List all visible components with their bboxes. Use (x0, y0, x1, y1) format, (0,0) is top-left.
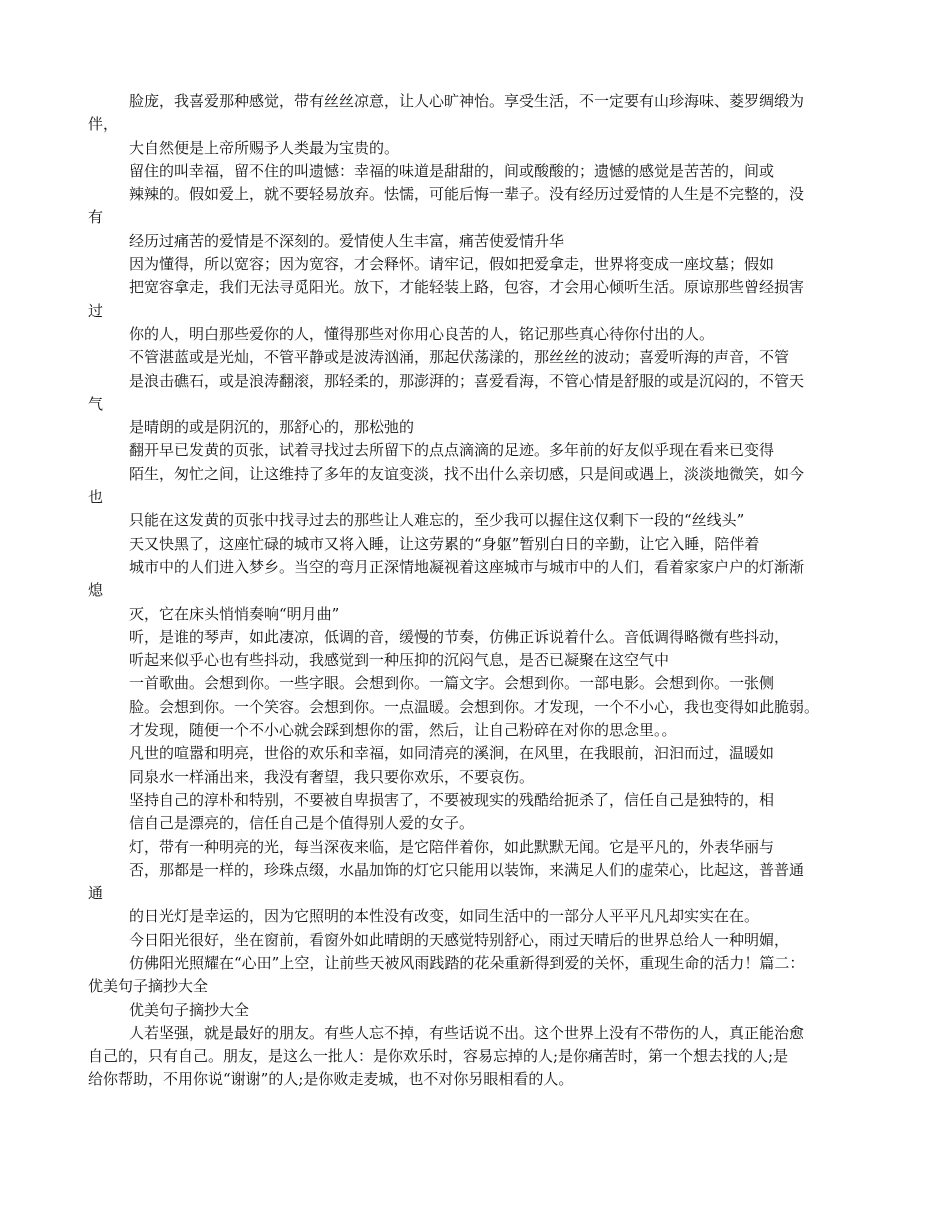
text-line: 同泉水一样涌出来，我没有奢望，我只要你欢乐，不要哀伤。 (129, 767, 535, 786)
text-line: 留住的叫幸福，留不住的叫遗憾：幸福的味道是甜甜的，间或酸酸的；遗憾的感觉是苦苦的，间或 (129, 161, 775, 180)
text-line: 经历过痛苦的爱情是不深刻的。爱情使人生丰富，痛苦使爱情升华 (129, 231, 565, 250)
text-line: 优美句子摘抄大全 (129, 1000, 250, 1019)
text-line: 伴， (88, 115, 119, 134)
text-line: 翻开早已发黄的页张，试着寻找过去所留下的点点滴滴的足迹。多年前的好友似乎现在看来已变得 (129, 441, 775, 460)
text-line: 才发现，随便一个不小心就会踩到想你的雷，然后，让自己粉碎在对你的思念里。。 (129, 721, 677, 740)
text-line: 一首歌曲。会想到你。一些字眼。会想到你。一篇文字。会想到你。一部电影。会想到你。一张侧 (129, 674, 775, 693)
text-line: 大自然便是上帝所赐予人类最为宝贵的。 (129, 138, 400, 157)
text-line: 不管湛蓝或是光灿，不管平静或是波涛汹涌，那起伏荡漾的，那丝丝的波动；喜爱听海的声音，不管 (129, 348, 790, 367)
text-line: 仿佛阳光照耀在“心田”上空，让前些天被风雨践踏的花朵重新得到爱的关怀，重现生命的活力！篇二： (129, 953, 805, 972)
text-line: 也 (88, 488, 104, 507)
text-line: 天又快黑了，这座忙碌的城市又将入睡，让这劳累的“身躯”暂别白日的辛勤，让它入睡，陪伴着 (129, 534, 760, 553)
text-line: 只能在这发黄的页张中找寻过去的那些让人难忘的，至少我可以握住这仅剩下一段的“丝线头” (129, 511, 745, 530)
text-line: 熄 (88, 581, 104, 600)
text-line: 有 (88, 208, 104, 227)
text-line: 听起来似乎心也有些抖动，我感觉到一种压抑的沉闷气息，是否已凝聚在这空气中 (129, 651, 670, 670)
text-line: 灯，带有一种明亮的光，每当深夜来临，是它陪伴着你，如此默默无闻。它是平凡的，外表华丽与 (129, 837, 775, 856)
text-line: 坚持自己的淳朴和特别，不要被自卑损害了，不要被现实的残酷给扼杀了，信任自己是独特的，相 (129, 790, 775, 809)
text-line: 给你帮助，不用你说“谢谢”的人;是你败走麦城，也不对你另眼相看的人。 (88, 1070, 574, 1089)
text-line: 脸。会想到你。一个笑容。会想到你。一点温暖。会想到你。才发现，一个不小心，我也变得如此脆弱。 (129, 697, 820, 716)
text-line: 通 (88, 884, 104, 903)
text-line: 辣辣的。假如爱上，就不要轻易放弃。怯懦，可能后悔一辈子。没有经历过爱情的人生是不完整的，没 (129, 185, 805, 204)
text-line: 否，那都是一样的，珍珠点缀，水晶加饰的灯它只能用以装饰，来满足人们的虚荣心，比起这，普普通 (129, 860, 805, 879)
text-line: 因为懂得，所以宽容；因为宽容，才会释怀。请牢记，假如把爱拿走，世界将变成一座坟墓；假如 (129, 255, 775, 274)
text-line: 你的人，明白那些爱你的人，懂得那些对你用心良苦的人，铭记那些真心待你付出的人。 (129, 324, 715, 343)
text-line: 是晴朗的或是阴沉的，那舒心的，那松弛的 (129, 418, 415, 437)
text-line: 灭，它在床头悄悄奏响“明月曲” (129, 604, 340, 623)
text-line: 今日阳光很好，坐在窗前，看窗外如此晴朗的天感觉特别舒心，雨过天晴后的世界总给人一种明媚， (129, 930, 790, 949)
text-line: 优美句子摘抄大全 (88, 977, 209, 996)
text-line: 城市中的人们进入梦乡。当空的弯月正深情地凝视着这座城市与城市中的人们，看着家家户户的灯渐渐 (129, 557, 805, 576)
text-line: 是浪击礁石，或是浪涛翻滚，那轻柔的，那澎湃的；喜爱看海，不管心情是舒服的或是沉闷的，不管天 (129, 371, 805, 390)
document-body (88, 90, 866, 1092)
text-line: 的日光灯是幸运的，因为它照明的本性没有改变，如同生活中的一部分人平平凡凡却实实在在。 (129, 907, 760, 926)
text-line: 陌生，匆忙之间，让这维持了多年的友谊变淡，找不出什么亲切感，只是间或遇上，淡淡地微笑，如今 (129, 464, 805, 483)
text-line: 过 (88, 301, 104, 320)
text-line: 自己的，只有自己。朋友，是这么一批人：是你欢乐时，容易忘掉的人;是你痛苦时，第一个想去找的人;是 (88, 1047, 789, 1066)
text-line: 脸庞，我喜爱那种感觉，带有丝丝凉意，让人心旷神怡。享受生活，不一定要有山珍海味、菱罗绸缎为 (129, 92, 805, 110)
text-line: 信自己是漂亮的，信任自己是个值得别人爱的女子。 (129, 814, 475, 833)
text-line: 气 (88, 394, 104, 413)
text-line: 人若坚强，就是最好的朋友。有些人忘不掉，有些话说不出。这个世界上没有不带伤的人，真正能治愈 (129, 1023, 805, 1042)
text-line: 凡世的喧嚣和明亮，世俗的欢乐和幸福，如同清亮的溪涧，在风里，在我眼前，汩汩而过，温暖如 (129, 744, 775, 763)
text-line: 把宽容拿走，我们无法寻觅阳光。放下，才能轻装上路，包容，才会用心倾听生活。原谅那些曾经损害 (129, 278, 805, 297)
text-line: 听，是谁的琴声，如此凄凉，低调的音，缓慢的节奏，仿佛正诉说着什么。音低调得略微有些抖动， (129, 627, 790, 646)
